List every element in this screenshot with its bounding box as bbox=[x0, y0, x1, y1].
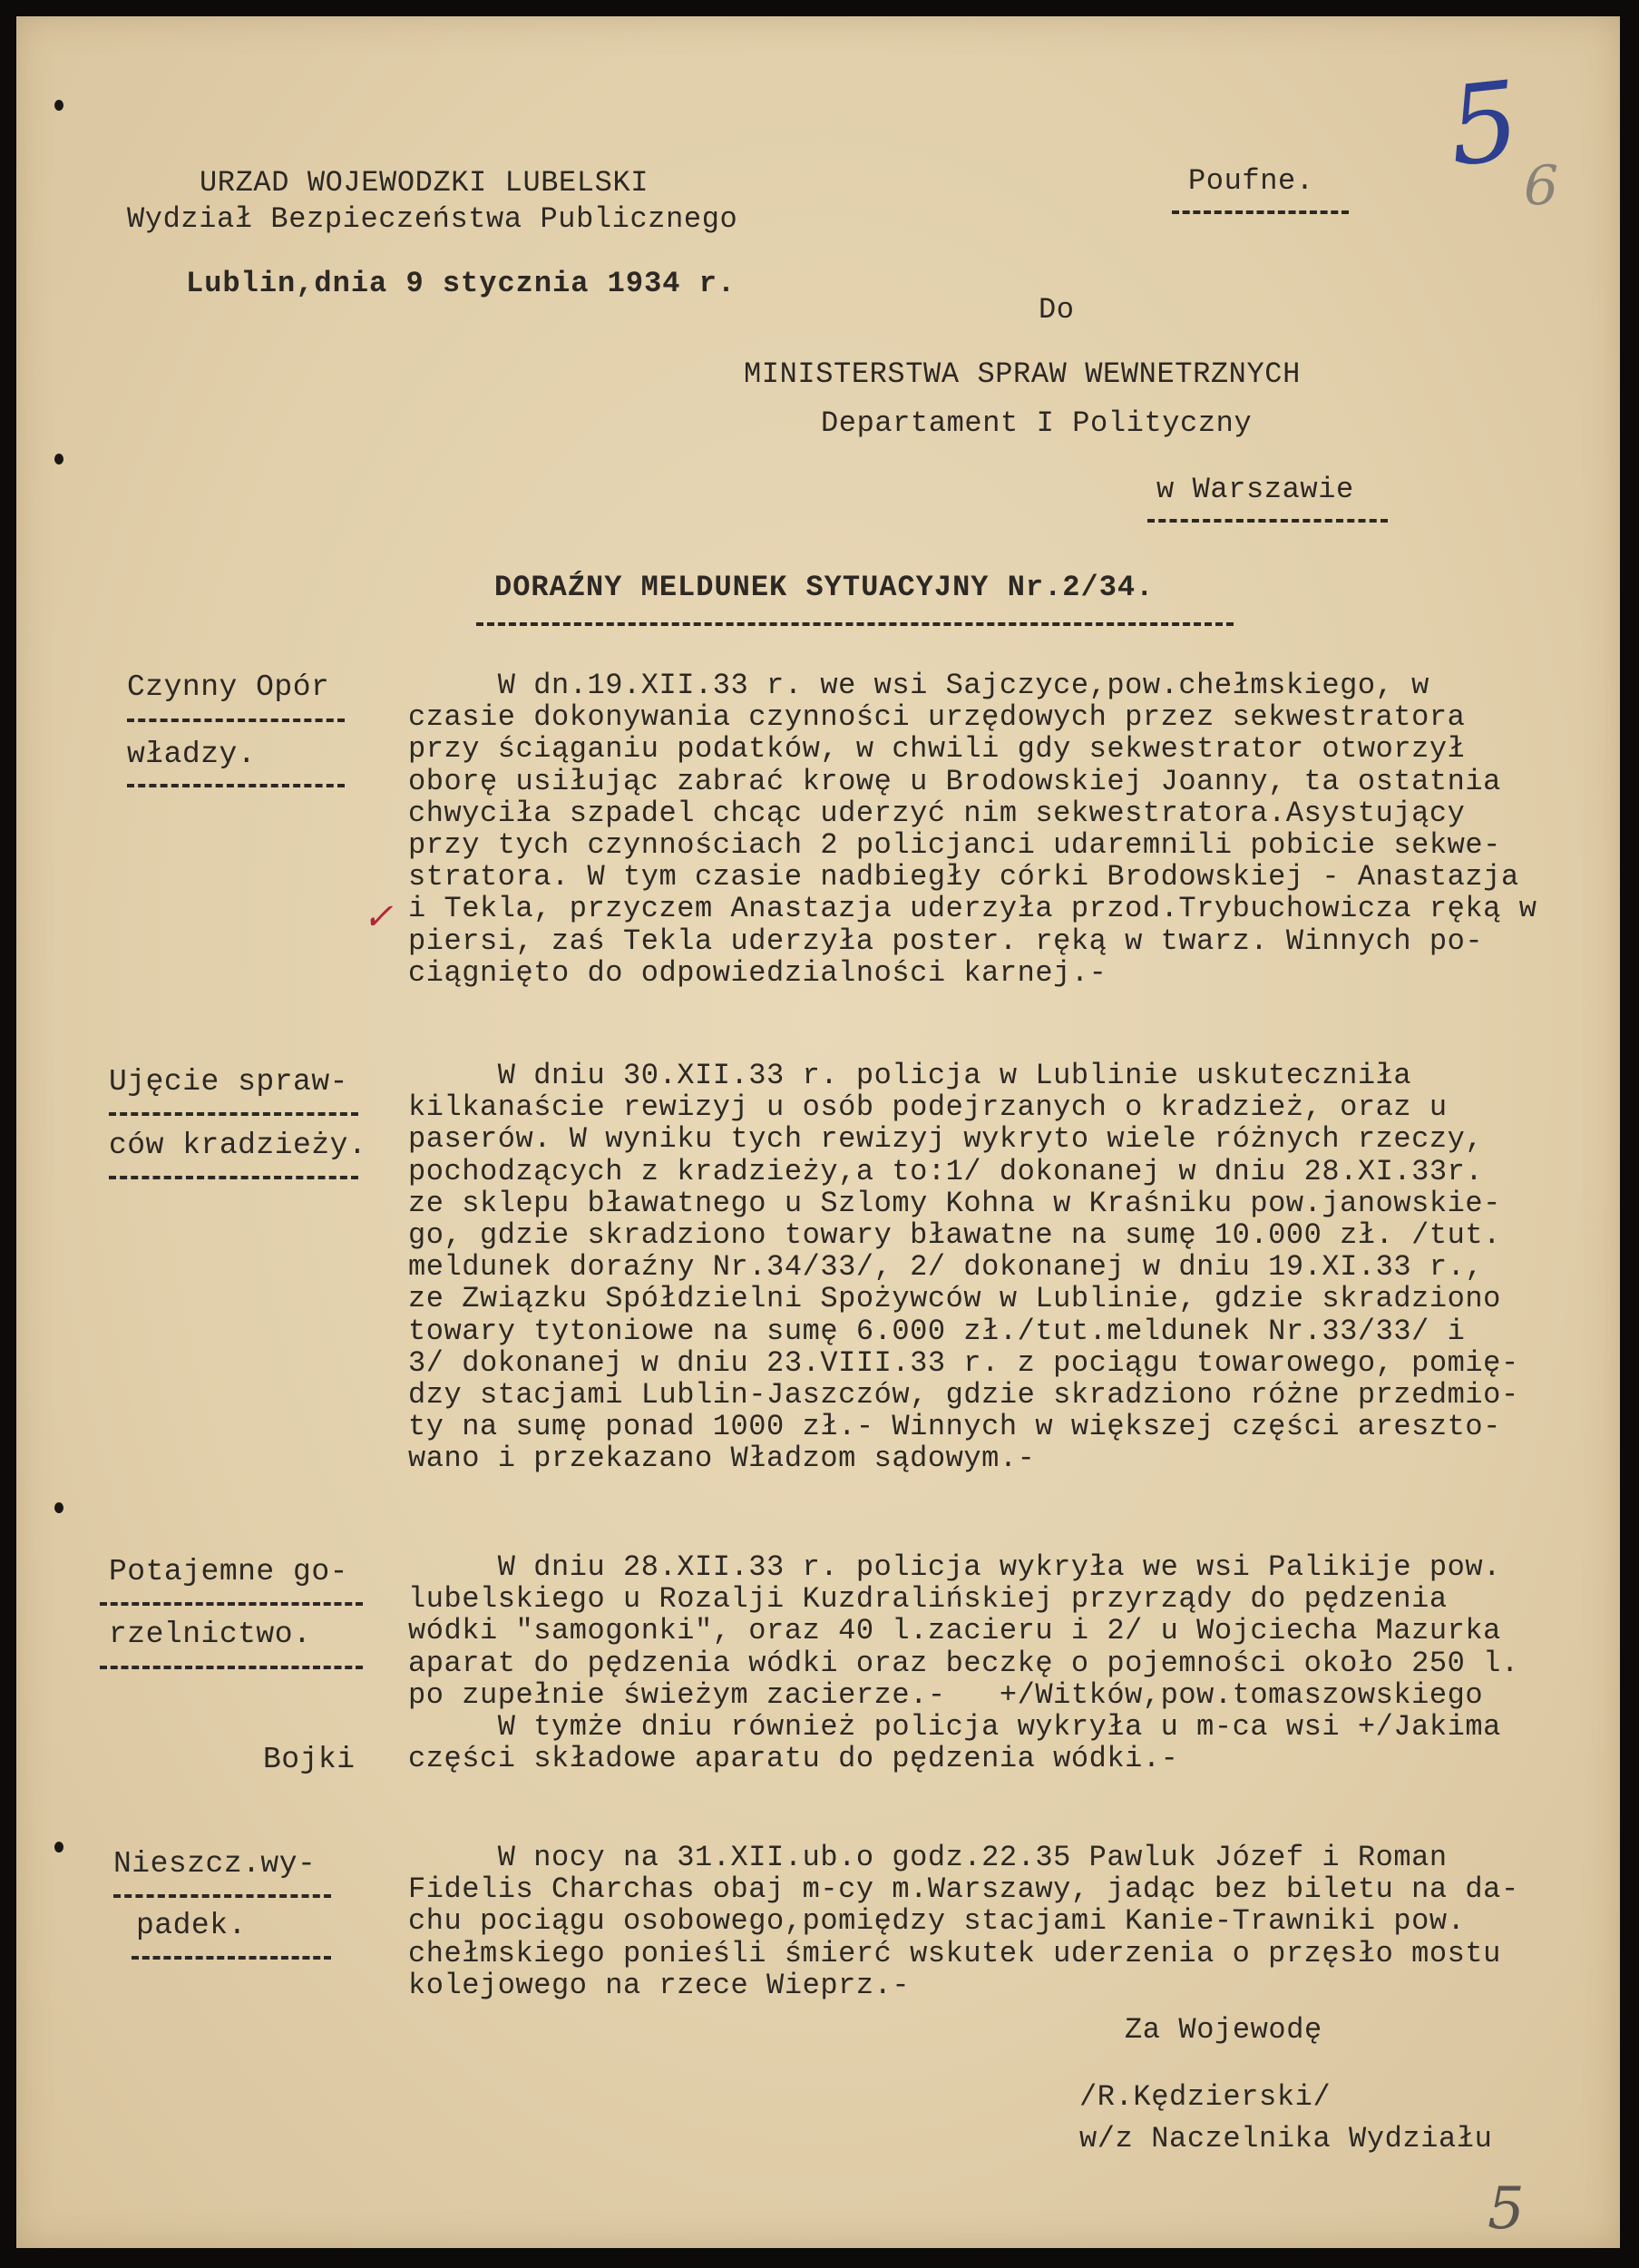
underline bbox=[1147, 519, 1388, 523]
section-label-line2: władzy. bbox=[127, 738, 257, 771]
office-name: URZAD WOJEWODZKI LUBELSKI bbox=[200, 166, 649, 200]
classification-mark: Poufne. bbox=[1188, 164, 1314, 198]
recipient-ministry: MINISTERSTWA SPRAW WEWNETRZNYCH bbox=[744, 357, 1301, 391]
punch-hole bbox=[54, 100, 63, 111]
underline bbox=[100, 1602, 363, 1606]
underline bbox=[113, 1894, 331, 1898]
section-label-line1: Potajemne go- bbox=[109, 1555, 348, 1589]
section-text-distilling: W dniu 28.XII.33 r. policja wykryła we wsi Palikije pow. lubelskiego u Rozalji Kuzdralińskiej przyrządy do pędzenia wódki "samogonki", oraz 40 l.zacieru i 2/ u Wojciecha Mazurka aparat do pędzenia wódki oraz beczkę o pojemności około 250 l. po zupełnie świeżym zacierze.- +/Witków,pow.tomaszowskiego W tymże dniu również policja wykryła u m-ca wsi +/Jakima części składowe aparatu do pędzenia wódki.- bbox=[408, 1550, 1519, 1776]
underline bbox=[127, 784, 345, 787]
red-check-mark: ✓ bbox=[363, 896, 394, 938]
punch-hole bbox=[54, 1502, 63, 1513]
signature-name: /R.Kędzierski/ bbox=[1079, 2080, 1332, 2114]
signature-for: Za Wojewodę bbox=[1125, 2013, 1322, 2047]
section-label-line2: rzelnictwo. bbox=[109, 1618, 312, 1651]
section-label-line2: ców kradzieży. bbox=[109, 1129, 367, 1162]
village-label: Bojki bbox=[263, 1743, 356, 1776]
underline bbox=[132, 1956, 331, 1960]
section-label-line1: Nieszcz.wy- bbox=[113, 1847, 317, 1881]
punch-hole bbox=[54, 454, 63, 464]
section-label-line1: Ujęcie spraw- bbox=[109, 1065, 348, 1099]
title-underline bbox=[476, 622, 1234, 626]
punch-hole bbox=[54, 1842, 63, 1853]
report-title: DORAŹNY MELDUNEK SYTUACYJNY Nr.2/34. bbox=[494, 571, 1155, 604]
page-number-pencil: 6 bbox=[1524, 154, 1559, 218]
recipient-department: Departament I Polityczny bbox=[821, 406, 1253, 440]
underline bbox=[1172, 210, 1349, 214]
section-text-resistance: W dn.19.XII.33 r. we wsi Sajczyce,pow.chełmskiego, w czasie dokonywania czynności urzędowych przez sekwestratora przy ściąganiu podatków, w chwili gdy sekwestrator otworzył oborę usiłując zabrać krowę u Brodowskiej Joanny, ta ostatnia chwyciła szpadel chcąc uderzyć nim sekwestratora.Asystujący przy tych czynnościach 2 policjanci udaremnili pobicie sekwe- stratora. W tym czasie nadbiegły córki Brodowskiej - Anastazja i Tekla, przyczem Anastazja uderzyła przod.Trybuchowicza ręką w piersi, zaś Tekla uderzyła poster. ręką w twarz. Winnych po- ciągnięto do odpowiedzialności karnej.- bbox=[408, 669, 1537, 990]
underline bbox=[109, 1112, 358, 1116]
underline bbox=[127, 719, 345, 722]
page-number-ink: 5 bbox=[1442, 58, 1526, 191]
office-department: Wydział Bezpieczeństwa Publicznego bbox=[127, 202, 738, 236]
recipient-city: w Warszawie bbox=[1156, 473, 1354, 506]
section-text-thefts: W dniu 30.XII.33 r. policja w Lublinie uskuteczniła kilkanaście rewizyj u osób podejrzanych o kradzież, oraz u paserów. W wyniku tych rewizyj wykryto wiele różnych rzeczy, pochodzących z kradzieży,a to:1/ dokonanej w dniu 28.XI.33r. ze sklepu bławatnego u Szlomy Kohna w Kraśniku pow.janowskie- go, gdzie skradziono towary bławatne na sumę 10.000 zł. /tut. meldunek doraźny Nr.34/33/, 2/ dokonanej w dniu 19.XI.33 r., ze Związku Spółdzielni Spożywców w Lublinie, gdzie skradziono towary tytoniowe na sumę 6.000 zł./tut.meldunek Nr.33/33/ i 3/ dokonanej w dniu 23.VIII.33 r. z pociągu towarowego, pomię- dzy stacjami Lublin-Jaszczów, gdzie skradziono różne przedmio- ty na sumę ponad 1000 zł.- Winnych w większej części areszto- wano i przekazano Władzom sądowym.- bbox=[408, 1059, 1519, 1476]
section-label-line2: padek. bbox=[136, 1909, 247, 1942]
to-label: Do bbox=[1039, 293, 1075, 327]
signature-title: w/z Naczelnika Wydziału bbox=[1079, 2122, 1493, 2156]
page-number-bottom: 5 bbox=[1488, 2175, 1525, 2243]
section-label-line1: Czynny Opór bbox=[127, 670, 330, 704]
place-date: Lublin,dnia 9 stycznia 1934 r. bbox=[186, 267, 737, 300]
underline bbox=[100, 1666, 363, 1669]
underline bbox=[109, 1176, 358, 1179]
section-text-accident: W nocy na 31.XII.ub.o godz.22.35 Pawluk Józef i Roman Fidelis Charchas obaj m-cy m.Warszawy, jadąc bez biletu na da- chu pociągu osobowego,pomiędzy stacjami Kanie-Trawniki pow. chełmskiego ponieśli śmierć wskutek uderzenia o przęsło mostu kolejowego na rzece Wieprz.- bbox=[408, 1841, 1519, 2002]
